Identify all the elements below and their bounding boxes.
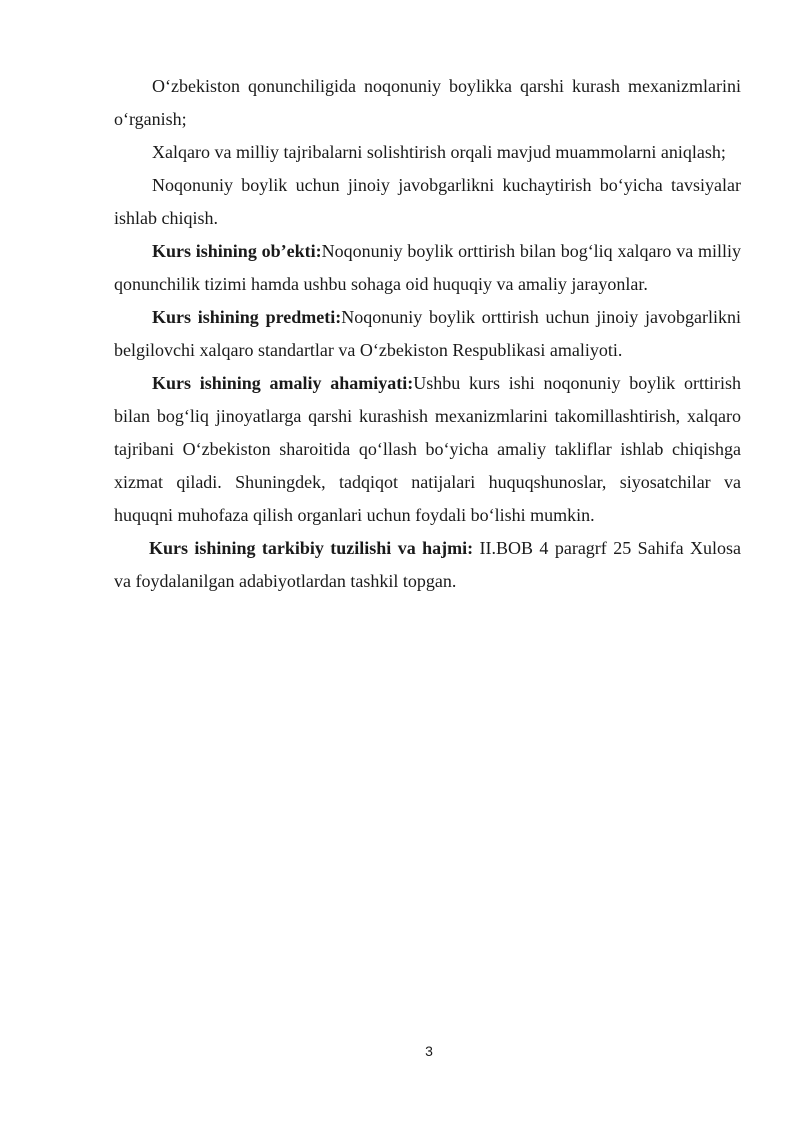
paragraph-text: Ushbu kurs ishi noqonuniy boylik orttirish bilan bog‘liq jinoyatlarga qarshi kurashish mexanizmlarini takomillashtirish, xalqaro tajribani O‘zbekiston sharoitida qo‘llash bo‘yicha amaliy takliflar ishlab chiqishga xizmat qiladi. Shuningdek, tadqiqot natijalari huquqshunoslar, siyosatchilar va huquqni muhofaza qilish organlari uchun foydali bo‘lishi mumkin. bbox=[114, 373, 741, 525]
body-text bbox=[114, 70, 741, 598]
paragraph-text: Noqonuniy boylik uchun jinoiy javobgarlikni kuchaytirish bo‘yicha tavsiyalar ishlab chiqish. bbox=[114, 175, 741, 228]
paragraph-structure bbox=[114, 532, 741, 598]
paragraph-objective-2 bbox=[114, 136, 741, 169]
page-number: 3 bbox=[425, 1043, 433, 1059]
paragraph-subject bbox=[114, 301, 741, 367]
paragraph-lead: Kurs ishining amaliy ahamiyati: bbox=[152, 373, 414, 393]
paragraph-text: Xalqaro va milliy tajribalarni solishtirish orqali mavjud muammolarni aniqlash; bbox=[152, 142, 726, 162]
paragraph-practical-significance bbox=[114, 367, 741, 532]
paragraph-lead: Kurs ishining predmeti: bbox=[152, 307, 342, 327]
paragraph-text: Noqonuniy boylik orttirish uchun jinoiy javobgarlikni belgilovchi xalqaro standartlar va O‘zbekiston Respublikasi amaliyoti. bbox=[114, 307, 741, 360]
paragraph-objective-3 bbox=[114, 169, 741, 235]
paragraph-lead: Kurs ishining ob’ekti: bbox=[152, 241, 322, 261]
paragraph-text: O‘zbekiston qonunchiligida noqonuniy boylikka qarshi kurash mexanizmlarini o‘rganish; bbox=[114, 76, 741, 129]
paragraph-lead: Kurs ishining tarkibiy tuzilishi va hajmi: bbox=[149, 538, 474, 558]
paragraph-text: Noqonuniy boylik orttirish bilan bog‘liq xalqaro va milliy qonunchilik tizimi hamda ushbu sohaga oid huquqiy va amaliy jarayonlar. bbox=[114, 241, 741, 294]
paragraph-object bbox=[114, 235, 741, 301]
paragraph-text: II.BOB 4 paragrf 25 Sahifa Xulosa va foydalanilgan adabiyotlardan tashkil topgan. bbox=[114, 538, 741, 591]
paragraph-objective-1 bbox=[114, 70, 741, 136]
